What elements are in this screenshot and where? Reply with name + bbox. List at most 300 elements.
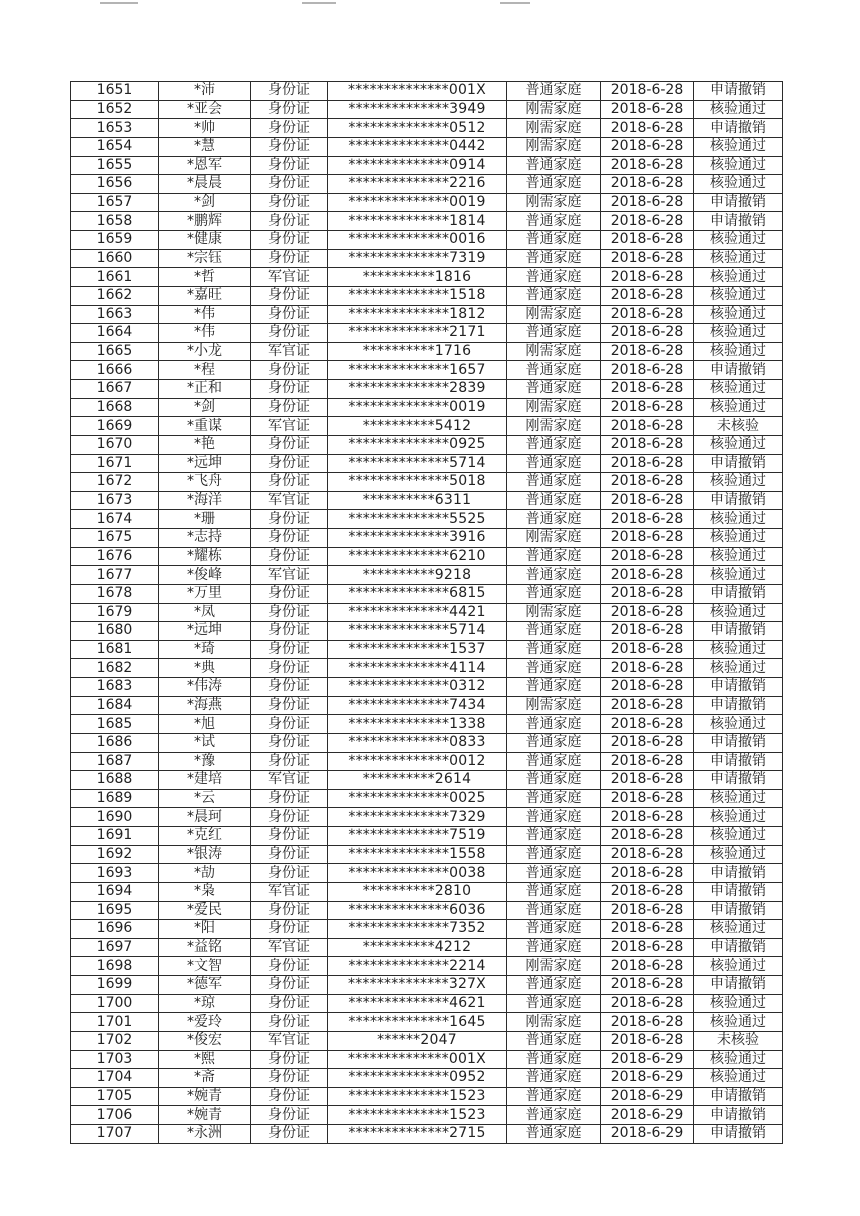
cell-id-number: **************0019 <box>328 193 507 212</box>
cell-date: 2018-6-28 <box>601 435 694 454</box>
cell-no: 1686 <box>71 733 159 752</box>
cell-no: 1657 <box>71 193 159 212</box>
cell-date: 2018-6-28 <box>601 920 694 939</box>
cell-id-number: **********2810 <box>328 882 507 901</box>
cell-no: 1663 <box>71 305 159 324</box>
cell-id-number: **************2171 <box>328 324 507 343</box>
cell-household-type: 普通家庭 <box>507 156 601 175</box>
table-row <box>71 976 783 995</box>
cell-id-type: 身份证 <box>251 286 328 305</box>
cell-name: *豫 <box>159 752 251 771</box>
cell-date: 2018-6-28 <box>601 380 694 399</box>
cell-id-number: **********5412 <box>328 417 507 436</box>
cell-no: 1707 <box>71 1125 159 1144</box>
table-row <box>71 510 783 529</box>
cell-date: 2018-6-28 <box>601 361 694 380</box>
cell-id-number: **************7352 <box>328 920 507 939</box>
cell-id-type: 身份证 <box>251 789 328 808</box>
cell-name: *万里 <box>159 584 251 603</box>
cell-date: 2018-6-28 <box>601 566 694 585</box>
cell-name: *恩军 <box>159 156 251 175</box>
cell-name: *永洲 <box>159 1125 251 1144</box>
cell-household-type: 普通家庭 <box>507 752 601 771</box>
table-row <box>71 305 783 324</box>
cell-id-number: **************7319 <box>328 249 507 268</box>
table-row <box>71 100 783 119</box>
cell-id-type: 军官证 <box>251 268 328 287</box>
cell-id-number: **************4621 <box>328 994 507 1013</box>
table-row <box>71 82 783 101</box>
cell-id-type: 身份证 <box>251 845 328 864</box>
cell-household-type: 普通家庭 <box>507 622 601 641</box>
cell-name: *琦 <box>159 640 251 659</box>
cell-no: 1673 <box>71 491 159 510</box>
cell-id-type: 身份证 <box>251 1050 328 1069</box>
cell-id-number: **************1523 <box>328 1087 507 1106</box>
cell-household-type: 普通家庭 <box>507 1069 601 1088</box>
cell-name: *伟 <box>159 305 251 324</box>
cell-date: 2018-6-28 <box>601 827 694 846</box>
cell-id-type: 身份证 <box>251 231 328 250</box>
cell-no: 1685 <box>71 715 159 734</box>
cell-status: 核验通过 <box>694 1069 783 1088</box>
cell-date: 2018-6-28 <box>601 473 694 492</box>
table-row <box>71 417 783 436</box>
cell-name: *斋 <box>159 1069 251 1088</box>
cell-id-type: 身份证 <box>251 640 328 659</box>
table-row <box>71 1106 783 1125</box>
cell-name: *熙 <box>159 1050 251 1069</box>
cell-date: 2018-6-28 <box>601 286 694 305</box>
cell-id-number: **************0442 <box>328 137 507 156</box>
cell-no: 1682 <box>71 659 159 678</box>
cell-no: 1671 <box>71 454 159 473</box>
cell-id-type: 身份证 <box>251 808 328 827</box>
cell-id-number: **************1537 <box>328 640 507 659</box>
table-row <box>71 566 783 585</box>
table-row <box>71 771 783 790</box>
cell-status: 核验通过 <box>694 640 783 659</box>
cell-status: 核验通过 <box>694 566 783 585</box>
table-row <box>71 547 783 566</box>
cell-id-number: **********4212 <box>328 938 507 957</box>
cell-no: 1653 <box>71 119 159 138</box>
cell-name: *晨晨 <box>159 175 251 194</box>
cell-id-type: 身份证 <box>251 193 328 212</box>
cell-date: 2018-6-28 <box>601 901 694 920</box>
cell-status: 核验通过 <box>694 249 783 268</box>
cell-status: 核验通过 <box>694 305 783 324</box>
records-table <box>70 81 783 1144</box>
cell-date: 2018-6-28 <box>601 119 694 138</box>
table-row <box>71 324 783 343</box>
cell-id-type: 身份证 <box>251 976 328 995</box>
cell-name: *爱玲 <box>159 1013 251 1032</box>
cell-household-type: 普通家庭 <box>507 920 601 939</box>
cell-id-number: **************6036 <box>328 901 507 920</box>
cell-date: 2018-6-28 <box>601 1013 694 1032</box>
cell-status: 申请撤销 <box>694 622 783 641</box>
cell-name: *沛 <box>159 82 251 101</box>
cell-id-type: 身份证 <box>251 137 328 156</box>
cell-name: *枭 <box>159 882 251 901</box>
cell-id-type: 身份证 <box>251 733 328 752</box>
cell-name: *慧 <box>159 137 251 156</box>
cell-status: 核验通过 <box>694 920 783 939</box>
cell-household-type: 刚需家庭 <box>507 193 601 212</box>
cell-household-type: 普通家庭 <box>507 864 601 883</box>
cell-date: 2018-6-28 <box>601 845 694 864</box>
cell-household-type: 普通家庭 <box>507 1087 601 1106</box>
cell-date: 2018-6-28 <box>601 882 694 901</box>
cell-status: 未核验 <box>694 417 783 436</box>
cell-name: *旭 <box>159 715 251 734</box>
cell-status: 申请撤销 <box>694 454 783 473</box>
cell-id-number: **********2614 <box>328 771 507 790</box>
cell-household-type: 普通家庭 <box>507 1050 601 1069</box>
table-row <box>71 789 783 808</box>
cell-date: 2018-6-28 <box>601 342 694 361</box>
cell-date: 2018-6-28 <box>601 324 694 343</box>
cell-id-type: 身份证 <box>251 678 328 697</box>
cell-status: 核验通过 <box>694 1013 783 1032</box>
cell-no: 1669 <box>71 417 159 436</box>
cell-name: *宗钰 <box>159 249 251 268</box>
cell-no: 1690 <box>71 808 159 827</box>
cell-name: *爱民 <box>159 901 251 920</box>
cell-id-type: 身份证 <box>251 752 328 771</box>
cell-status: 核验通过 <box>694 827 783 846</box>
cell-status: 核验通过 <box>694 808 783 827</box>
cell-name: *亚会 <box>159 100 251 119</box>
cell-date: 2018-6-28 <box>601 305 694 324</box>
cell-name: *克红 <box>159 827 251 846</box>
cell-household-type: 普通家庭 <box>507 566 601 585</box>
cell-id-type: 军官证 <box>251 491 328 510</box>
cell-date: 2018-6-28 <box>601 789 694 808</box>
cell-no: 1661 <box>71 268 159 287</box>
cell-name: *健康 <box>159 231 251 250</box>
cell-date: 2018-6-28 <box>601 659 694 678</box>
cell-name: *正和 <box>159 380 251 399</box>
cell-household-type: 普通家庭 <box>507 510 601 529</box>
cell-household-type: 刚需家庭 <box>507 529 601 548</box>
cell-no: 1676 <box>71 547 159 566</box>
cell-id-type: 军官证 <box>251 938 328 957</box>
table-row <box>71 212 783 231</box>
cell-household-type: 刚需家庭 <box>507 696 601 715</box>
table-row <box>71 808 783 827</box>
table-row <box>71 342 783 361</box>
cell-no: 1689 <box>71 789 159 808</box>
cell-status: 核验通过 <box>694 789 783 808</box>
cell-name: *远坤 <box>159 622 251 641</box>
cell-household-type: 普通家庭 <box>507 473 601 492</box>
cell-id-type: 身份证 <box>251 659 328 678</box>
cell-id-number: **************3916 <box>328 529 507 548</box>
cell-no: 1699 <box>71 976 159 995</box>
table-row <box>71 882 783 901</box>
cell-no: 1680 <box>71 622 159 641</box>
cell-id-type: 身份证 <box>251 249 328 268</box>
cell-id-number: **************1558 <box>328 845 507 864</box>
cell-household-type: 刚需家庭 <box>507 417 601 436</box>
cell-no: 1666 <box>71 361 159 380</box>
cell-status: 申请撤销 <box>694 1106 783 1125</box>
table-row <box>71 156 783 175</box>
cell-name: *哲 <box>159 268 251 287</box>
cell-id-number: **************6210 <box>328 547 507 566</box>
cell-status: 核验通过 <box>694 510 783 529</box>
cell-name: *珊 <box>159 510 251 529</box>
cell-id-type: 身份证 <box>251 380 328 399</box>
cell-id-type: 身份证 <box>251 212 328 231</box>
cell-household-type: 普通家庭 <box>507 249 601 268</box>
cell-date: 2018-6-28 <box>601 584 694 603</box>
cell-id-number: **********9218 <box>328 566 507 585</box>
cell-household-type: 普通家庭 <box>507 454 601 473</box>
cell-no: 1656 <box>71 175 159 194</box>
cell-no: 1704 <box>71 1069 159 1088</box>
cell-household-type: 刚需家庭 <box>507 957 601 976</box>
scan-artifact <box>500 2 530 4</box>
cell-id-number: **************6815 <box>328 584 507 603</box>
table-row <box>71 361 783 380</box>
cell-date: 2018-6-28 <box>601 864 694 883</box>
cell-no: 1703 <box>71 1050 159 1069</box>
cell-id-number: **************001X <box>328 82 507 101</box>
cell-name: *伟涛 <box>159 678 251 697</box>
table-row <box>71 864 783 883</box>
cell-status: 申请撤销 <box>694 882 783 901</box>
cell-id-number: **************1338 <box>328 715 507 734</box>
cell-household-type: 普通家庭 <box>507 1125 601 1144</box>
cell-no: 1702 <box>71 1031 159 1050</box>
cell-date: 2018-6-28 <box>601 193 694 212</box>
cell-date: 2018-6-28 <box>601 603 694 622</box>
cell-household-type: 普通家庭 <box>507 659 601 678</box>
cell-no: 1652 <box>71 100 159 119</box>
table-row <box>71 938 783 957</box>
cell-no: 1695 <box>71 901 159 920</box>
cell-date: 2018-6-28 <box>601 398 694 417</box>
cell-date: 2018-6-29 <box>601 1050 694 1069</box>
cell-status: 核验通过 <box>694 1050 783 1069</box>
cell-id-type: 军官证 <box>251 771 328 790</box>
cell-id-type: 身份证 <box>251 1106 328 1125</box>
cell-status: 申请撤销 <box>694 901 783 920</box>
cell-household-type: 刚需家庭 <box>507 119 601 138</box>
scan-artifact <box>302 2 336 4</box>
cell-status: 核验通过 <box>694 435 783 454</box>
table-row <box>71 473 783 492</box>
cell-id-number: **************5714 <box>328 622 507 641</box>
table-row <box>71 901 783 920</box>
cell-date: 2018-6-28 <box>601 733 694 752</box>
cell-status: 申请撤销 <box>694 584 783 603</box>
cell-id-number: **********1716 <box>328 342 507 361</box>
cell-id-number: **************7519 <box>328 827 507 846</box>
table-row <box>71 845 783 864</box>
cell-status: 核验通过 <box>694 398 783 417</box>
table-row <box>71 137 783 156</box>
cell-id-type: 身份证 <box>251 994 328 1013</box>
cell-no: 1694 <box>71 882 159 901</box>
cell-id-number: **************5714 <box>328 454 507 473</box>
cell-status: 核验通过 <box>694 659 783 678</box>
cell-name: *志持 <box>159 529 251 548</box>
cell-date: 2018-6-28 <box>601 957 694 976</box>
cell-no: 1667 <box>71 380 159 399</box>
cell-id-type: 身份证 <box>251 82 328 101</box>
table-row <box>71 249 783 268</box>
cell-household-type: 刚需家庭 <box>507 398 601 417</box>
table-row <box>71 1087 783 1106</box>
cell-date: 2018-6-28 <box>601 994 694 1013</box>
cell-name: *程 <box>159 361 251 380</box>
cell-status: 核验通过 <box>694 231 783 250</box>
cell-id-number: ******2047 <box>328 1031 507 1050</box>
cell-date: 2018-6-28 <box>601 175 694 194</box>
cell-date: 2018-6-29 <box>601 1069 694 1088</box>
cell-household-type: 普通家庭 <box>507 82 601 101</box>
cell-id-type: 身份证 <box>251 696 328 715</box>
cell-no: 1683 <box>71 678 159 697</box>
cell-status: 申请撤销 <box>694 678 783 697</box>
cell-household-type: 普通家庭 <box>507 882 601 901</box>
cell-no: 1662 <box>71 286 159 305</box>
cell-status: 核验通过 <box>694 268 783 287</box>
cell-household-type: 刚需家庭 <box>507 342 601 361</box>
cell-no: 1674 <box>71 510 159 529</box>
cell-status: 申请撤销 <box>694 733 783 752</box>
cell-id-type: 军官证 <box>251 342 328 361</box>
cell-household-type: 普通家庭 <box>507 1031 601 1050</box>
cell-no: 1668 <box>71 398 159 417</box>
cell-name: *婉青 <box>159 1106 251 1125</box>
table-row <box>71 435 783 454</box>
cell-status: 核验通过 <box>694 175 783 194</box>
cell-id-number: **************1814 <box>328 212 507 231</box>
cell-name: *阳 <box>159 920 251 939</box>
cell-name: *嘉旺 <box>159 286 251 305</box>
cell-household-type: 普通家庭 <box>507 715 601 734</box>
cell-date: 2018-6-28 <box>601 231 694 250</box>
table-row <box>71 286 783 305</box>
cell-date: 2018-6-28 <box>601 808 694 827</box>
cell-no: 1660 <box>71 249 159 268</box>
cell-no: 1658 <box>71 212 159 231</box>
cell-name: *凤 <box>159 603 251 622</box>
cell-household-type: 普通家庭 <box>507 901 601 920</box>
cell-name: *试 <box>159 733 251 752</box>
cell-id-type: 身份证 <box>251 473 328 492</box>
cell-household-type: 普通家庭 <box>507 938 601 957</box>
cell-id-number: **************0012 <box>328 752 507 771</box>
cell-id-type: 军官证 <box>251 1031 328 1050</box>
cell-id-number: **************0312 <box>328 678 507 697</box>
cell-date: 2018-6-29 <box>601 1087 694 1106</box>
cell-household-type: 普通家庭 <box>507 212 601 231</box>
cell-name: *琼 <box>159 994 251 1013</box>
cell-date: 2018-6-28 <box>601 547 694 566</box>
cell-name: *海燕 <box>159 696 251 715</box>
cell-no: 1692 <box>71 845 159 864</box>
cell-date: 2018-6-28 <box>601 268 694 287</box>
scan-artifact <box>100 2 138 4</box>
table-row <box>71 398 783 417</box>
cell-household-type: 刚需家庭 <box>507 305 601 324</box>
cell-id-number: **************1523 <box>328 1106 507 1125</box>
cell-id-number: **************0512 <box>328 119 507 138</box>
cell-status: 核验通过 <box>694 100 783 119</box>
cell-household-type: 普通家庭 <box>507 231 601 250</box>
cell-status: 申请撤销 <box>694 491 783 510</box>
table-row <box>71 827 783 846</box>
cell-date: 2018-6-28 <box>601 82 694 101</box>
cell-no: 1659 <box>71 231 159 250</box>
cell-name: *艳 <box>159 435 251 454</box>
cell-household-type: 普通家庭 <box>507 435 601 454</box>
cell-name: *文智 <box>159 957 251 976</box>
table-row <box>71 640 783 659</box>
cell-date: 2018-6-28 <box>601 640 694 659</box>
cell-date: 2018-6-28 <box>601 678 694 697</box>
cell-status: 申请撤销 <box>694 361 783 380</box>
table-row <box>71 175 783 194</box>
cell-status: 核验通过 <box>694 324 783 343</box>
cell-id-number: **********1816 <box>328 268 507 287</box>
cell-household-type: 普通家庭 <box>507 584 601 603</box>
cell-name: *远坤 <box>159 454 251 473</box>
table-row <box>71 622 783 641</box>
table-row <box>71 603 783 622</box>
cell-name: *剑 <box>159 398 251 417</box>
table-row <box>71 920 783 939</box>
cell-status: 核验通过 <box>694 342 783 361</box>
cell-date: 2018-6-28 <box>601 771 694 790</box>
table-row <box>71 529 783 548</box>
cell-id-number: **************0038 <box>328 864 507 883</box>
cell-name: *云 <box>159 789 251 808</box>
cell-date: 2018-6-28 <box>601 510 694 529</box>
cell-status: 未核验 <box>694 1031 783 1050</box>
table-row <box>71 584 783 603</box>
cell-name: *俊宏 <box>159 1031 251 1050</box>
table-row <box>71 678 783 697</box>
cell-household-type: 普通家庭 <box>507 268 601 287</box>
cell-name: *俊峰 <box>159 566 251 585</box>
cell-household-type: 普通家庭 <box>507 976 601 995</box>
cell-id-type: 身份证 <box>251 100 328 119</box>
cell-household-type: 普通家庭 <box>507 678 601 697</box>
cell-status: 核验通过 <box>694 137 783 156</box>
table-row <box>71 268 783 287</box>
cell-id-type: 身份证 <box>251 584 328 603</box>
table-row <box>71 1069 783 1088</box>
cell-household-type: 普通家庭 <box>507 380 601 399</box>
cell-id-type: 身份证 <box>251 864 328 883</box>
cell-id-type: 身份证 <box>251 398 328 417</box>
cell-name: *耀栋 <box>159 547 251 566</box>
cell-name: *伟 <box>159 324 251 343</box>
cell-household-type: 普通家庭 <box>507 175 601 194</box>
cell-status: 核验通过 <box>694 286 783 305</box>
cell-date: 2018-6-29 <box>601 1106 694 1125</box>
cell-date: 2018-6-28 <box>601 696 694 715</box>
cell-household-type: 普通家庭 <box>507 845 601 864</box>
cell-status: 核验通过 <box>694 603 783 622</box>
